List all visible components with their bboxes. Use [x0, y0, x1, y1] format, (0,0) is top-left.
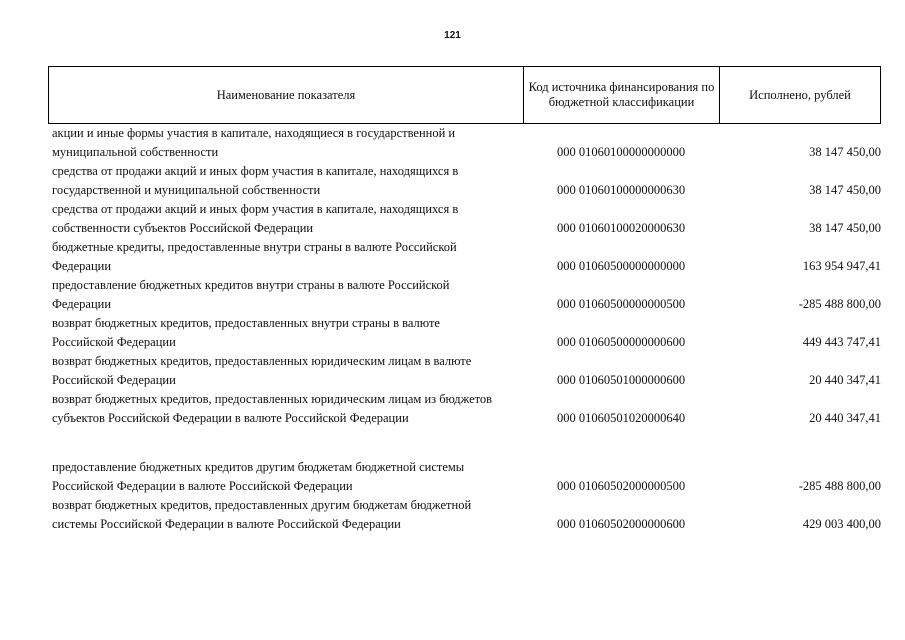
row-indicator-name: акции и иные формы участия в капитале, находящиеся в государственной и муниципальной собственности	[52, 126, 456, 159]
row-indicator-name: возврат бюджетных кредитов, предоставленных юридическим лицам в валюте Российской Федерации	[52, 354, 472, 387]
row-indicator-name: предоставление бюджетных кредитов внутри страны в валюте Российской Федерации	[52, 278, 450, 311]
table-row	[48, 314, 881, 352]
row-source-code: 000 01060500000000000	[556, 259, 686, 273]
row-executed-amount: 38 147 450,00	[809, 145, 881, 159]
row-executed-amount: -285 488 800,00	[798, 479, 881, 493]
row-executed-amount: 20 440 347,41	[809, 411, 881, 425]
row-executed-amount: -285 488 800,00	[798, 297, 881, 311]
table-body	[48, 124, 881, 534]
row-source-code: 000 01060100020000630	[556, 221, 686, 235]
row-source-code: 000 01060502000000500	[556, 479, 686, 493]
header-indicator-name: Наименование показателя	[49, 67, 524, 123]
page-number: 121	[444, 30, 461, 41]
row-source-code: 000 01060100000000000	[556, 145, 686, 159]
row-indicator-name: предоставление бюджетных кредитов другим бюджетам бюджетной системы Российской Федерации в валюте Российской Федерации	[52, 460, 465, 493]
table-row	[48, 276, 881, 314]
row-source-code: 000 01060500000000500	[556, 297, 686, 311]
row-source-code: 000 01060501000000600	[556, 373, 686, 387]
row-indicator-name: возврат бюджетных кредитов, предоставленных юридическим лицам из бюджетов субъектов Российской Федерации в валюте Российской Федерации	[52, 392, 493, 425]
row-indicator-name: бюджетные кредиты, предоставленные внутри страны в валюте Российской Федерации	[52, 240, 457, 273]
row-indicator-name: возврат бюджетных кредитов, предоставленных другим бюджетам бюджетной системы Российской Федерации в валюте Российской Федерации	[52, 498, 472, 531]
table-row	[48, 390, 881, 428]
row-indicator-name: средства от продажи акций и иных форм участия в капитале, находящихся в собственности субъектов Российской Федерации	[52, 202, 459, 235]
table-row	[48, 200, 881, 238]
table-row	[48, 238, 881, 276]
row-source-code: 000 01060501020000640	[556, 411, 686, 425]
row-spacer	[48, 428, 881, 458]
row-executed-amount: 38 147 450,00	[809, 221, 881, 235]
row-indicator-name: средства от продажи акций и иных форм участия в капитале, находящихся в государственной и муниципальной собственности	[52, 164, 459, 197]
table-header	[48, 66, 881, 124]
row-source-code: 000 01060500000000600	[556, 335, 686, 349]
table-row	[48, 162, 881, 200]
table-row	[48, 458, 881, 496]
row-executed-amount: 163 954 947,41	[802, 259, 881, 273]
row-source-code: 000 01060502000000600	[556, 517, 686, 531]
header-source-code: Код источника финансирования по бюджетной классификации	[524, 67, 720, 123]
row-indicator-name: возврат бюджетных кредитов, предоставленных внутри страны в валюте Российской Федерации	[52, 316, 440, 349]
row-executed-amount: 38 147 450,00	[809, 183, 881, 197]
table-row	[48, 124, 881, 162]
row-executed-amount: 449 443 747,41	[802, 335, 881, 349]
row-executed-amount: 429 003 400,00	[802, 517, 881, 531]
table-row	[48, 352, 881, 390]
row-source-code: 000 01060100000000630	[556, 183, 686, 197]
header-executed-amount: Исполнено, рублей	[749, 87, 851, 102]
table-row	[48, 496, 881, 534]
row-executed-amount: 20 440 347,41	[809, 373, 881, 387]
